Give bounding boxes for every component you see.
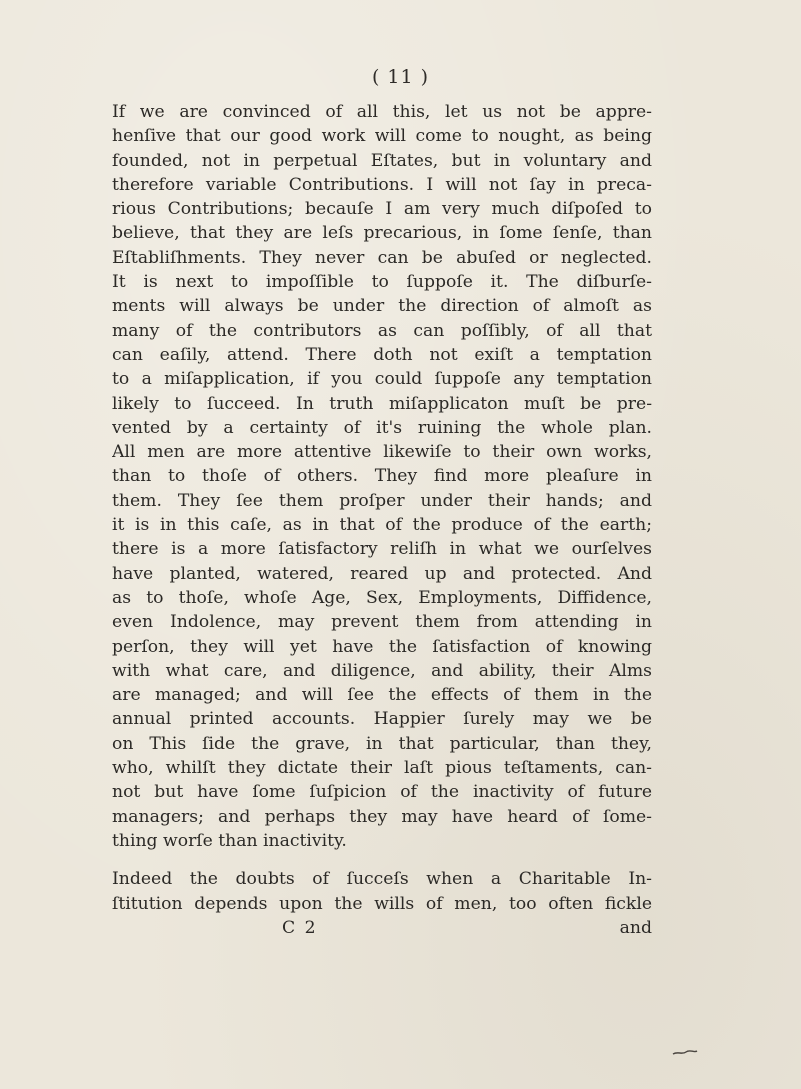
text-line: henſive that our good work will come to nought, as being <box>112 126 652 147</box>
signature-mark: C 2 <box>282 917 318 938</box>
text-line: even Indolence, may prevent them from attending in <box>112 612 652 633</box>
text-line: ments will always be under the direction of almoſt as <box>112 296 652 317</box>
text-line: vented by a certainty of it's ruining the whole plan. <box>112 417 652 438</box>
text-line: All men are more attentive likewiſe to their own works, <box>112 442 652 463</box>
text-line: many of the contributors as can poſſibly, of all that <box>112 320 652 341</box>
text-line: rious Contributions; becauſe I am very much diſpoſed to <box>112 199 652 220</box>
text-line: it is in this caſe, as in that of the produce of the earth; <box>112 515 652 536</box>
text-line: to a miſapplication, if you could ſuppoſe any temptation <box>112 369 652 390</box>
text-line: than to thoſe of others. They find more pleaſure in <box>112 466 652 487</box>
text-line: It is next to impoſſible to ſuppoſe it. The diſburſe- <box>112 272 652 293</box>
text-line: ſtitution depends upon the wills of men, too often fickle <box>112 893 652 914</box>
text-line: managers; and perhaps they may have heard of ſome- <box>112 806 652 827</box>
text-line: If we are convinced of all this, let us not be appre- <box>112 102 652 122</box>
text-line: perſon, they will yet have the ſatisfaction of knowing <box>112 636 652 657</box>
text-line: Indeed the doubts of ſucceſs when a Charitable In- <box>112 869 652 890</box>
text-line: can eaſily, attend. There doth not exiſt a temptation <box>112 344 652 365</box>
paragraph-2 <box>112 867 652 916</box>
text-line: therefore variable Contributions. I will not ſay in preca- <box>112 174 652 195</box>
text-line: there is a more ſatisfactory reliſh in what we ourſelves <box>112 539 652 560</box>
text-line: Eſtabliſhments. They never can be abuſed or neglected. <box>112 247 652 268</box>
text-line: on This ſide the grave, in that particular, than they, <box>112 733 652 754</box>
text-line: thing worſe than inactivity. <box>112 830 347 851</box>
paragraph-1 <box>112 100 652 853</box>
text-line: have planted, watered, reared up and protected. And <box>112 563 652 584</box>
text-line: likely to ſucceed. In truth miſapplicaton muſt be pre- <box>112 393 652 414</box>
text-line: annual printed accounts. Happier ſurely may we be <box>112 709 652 730</box>
paragraph-gap <box>112 853 652 867</box>
text-line: them. They ſee them proſper under their hands; and <box>112 490 652 511</box>
catchline <box>112 916 652 940</box>
body-text <box>112 100 652 940</box>
text-line: who, whilſt they dictate their laſt pious teſtaments, can- <box>112 758 652 779</box>
page-number: ( 11 ) <box>371 66 430 88</box>
text-line: are managed; and will ſee the effects of them in the <box>112 685 652 706</box>
text-line: as to thoſe, whoſe Age, Sex, Employments, Diffidence, <box>112 587 652 608</box>
ink-smudge-icon <box>672 1050 698 1056</box>
text-line: believe, that they are leſs precarious, in ſome ſenſe, than <box>112 223 652 244</box>
text-line: founded, not in perpetual Eſtates, but in voluntary and <box>112 150 652 171</box>
text-line: not but have ſome ſuſpicion of the inactivity of future <box>112 782 652 803</box>
text-line: with what care, and diligence, and ability, their Alms <box>112 660 652 681</box>
catchword: and <box>619 917 652 938</box>
